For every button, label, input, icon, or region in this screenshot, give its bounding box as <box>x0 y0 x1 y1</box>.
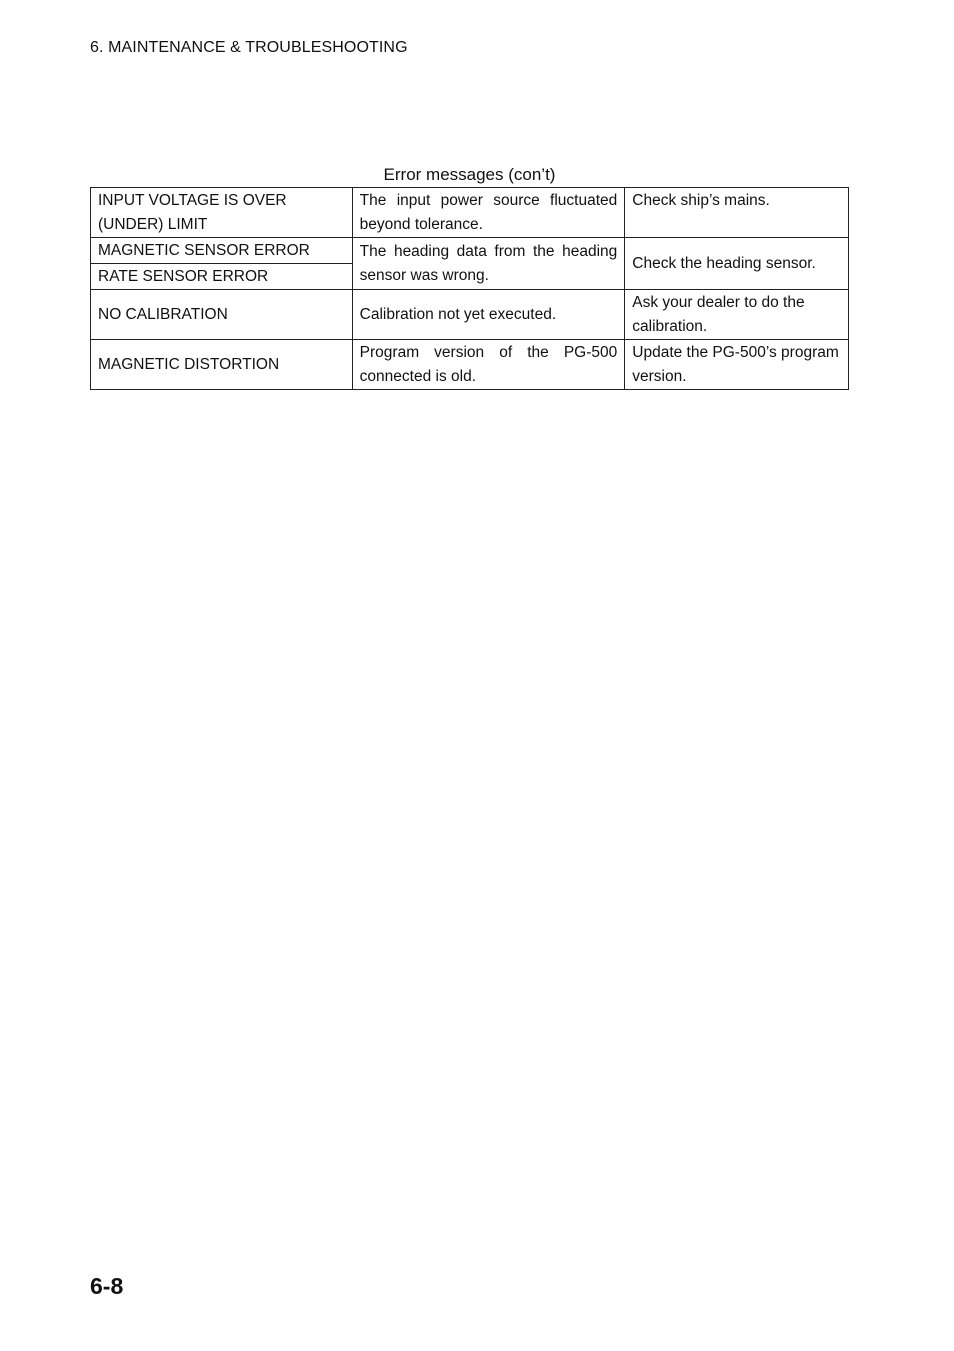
table-row <box>91 340 849 390</box>
meaning-cell: The heading data from the heading sensor was wrong. <box>352 238 625 290</box>
remedy-cell: Check ship’s mains. <box>625 188 849 238</box>
error-message-cell: RATE SENSOR ERROR <box>91 264 353 290</box>
table-row <box>91 188 849 238</box>
error-message-cell: MAGNETIC SENSOR ERROR <box>91 238 353 264</box>
error-message-cell: MAGNETIC DISTORTION <box>91 340 353 390</box>
remedy-cell: Check the heading sensor. <box>625 238 849 290</box>
error-message-cell: NO CALIBRATION <box>91 290 353 340</box>
table-row <box>91 238 849 264</box>
error-messages-table <box>90 187 849 390</box>
meaning-cell: The input power source fluctuated beyond tolerance. <box>352 188 625 238</box>
meaning-cell: Calibration not yet executed. <box>352 290 625 340</box>
meaning-cell: Program version of the PG-500 connected is old. <box>352 340 625 390</box>
table-row <box>91 290 849 340</box>
page-number: 6-8 <box>90 1273 124 1299</box>
error-message-cell: INPUT VOLTAGE IS OVER (UNDER) LIMIT <box>91 188 353 238</box>
running-header: 6. MAINTENANCE & TROUBLESHOOTING <box>90 39 408 56</box>
remedy-cell: Ask your dealer to do the calibration. <box>625 290 849 340</box>
remedy-cell: Update the PG-500’s program version. <box>625 340 849 390</box>
table-caption: Error messages (con’t) <box>383 165 556 184</box>
